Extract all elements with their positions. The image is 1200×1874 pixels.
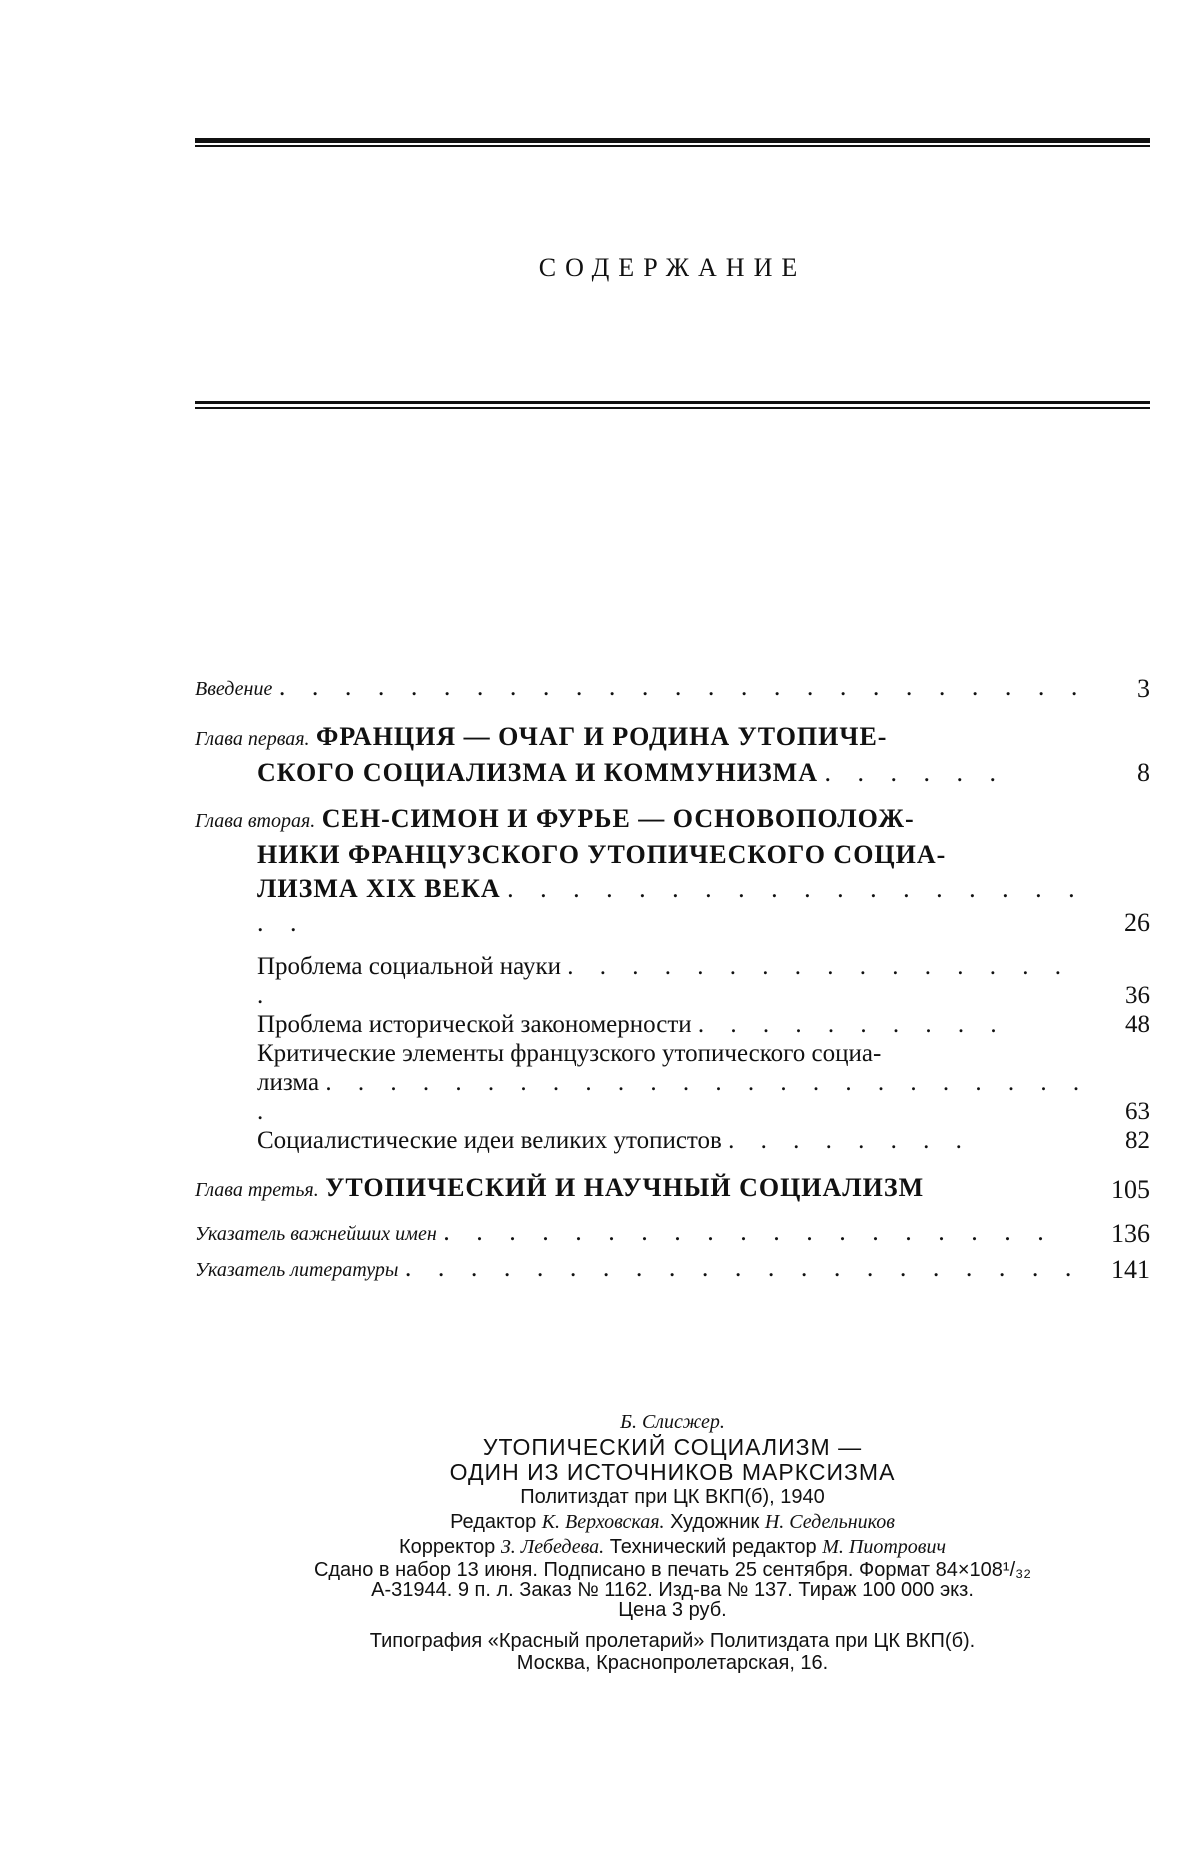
dot-leader: . . . . . . . . . . . . . . . . . . . . . . . . . — [257, 1069, 1090, 1125]
chapter-3-page: 105 — [1111, 1175, 1150, 1204]
dot-leader: . . . . . . . . . . . . . . . . . . . . . — [404, 1253, 1082, 1282]
toc-subentry-4 — [195, 1126, 1150, 1155]
artist-label: Художник — [670, 1511, 760, 1533]
artist-name: Н. Седельников — [764, 1511, 895, 1533]
chapter-2-lead: Глава вторая. — [195, 810, 316, 832]
subentry-4-label: Социалистические идеи великих утопистов — [257, 1127, 722, 1154]
dot-leader: . . . . . . . . — [728, 1127, 972, 1154]
subentry-3-page: 63 — [1125, 1098, 1150, 1125]
dot-leader: . . . . . . . . . . . . . . . . . . . . . . . . . — [278, 672, 1088, 701]
subentry-3-line1: Критические элементы французского утопического социа- — [257, 1040, 882, 1067]
editor-name: К. Верховская. — [541, 1511, 665, 1533]
chapter-1-lead: Глава первая. — [195, 728, 310, 750]
chapter-3-lead: Глава третья. — [195, 1179, 319, 1201]
dot-leader: . . . . . . . . . . . . . . . . . . . . — [257, 874, 1085, 937]
toc-subentry-3 — [195, 1039, 1150, 1126]
table-of-contents — [195, 670, 1150, 1287]
chapter-1-page: 8 — [1137, 758, 1150, 787]
toc-subentry-1 — [195, 952, 1150, 1010]
toc-intro-label: Введение — [195, 678, 273, 700]
imprint-corrector-line — [195, 1535, 1150, 1560]
dot-leader: . . . . . . . . . . . . . . . . . — [257, 953, 1072, 1009]
imprint-address: Москва, Краснопролетарская, 16. — [516, 1652, 829, 1674]
chapter-2-title-line3: ЛИЗМА XIX ВЕКА — [257, 874, 501, 903]
index-names-page: 136 — [1111, 1219, 1150, 1248]
corrector-label: Корректор — [398, 1536, 496, 1558]
top-rule — [195, 138, 1150, 147]
toc-entry-chapter-1 — [195, 720, 1150, 790]
subentry-4-page: 82 — [1125, 1127, 1150, 1154]
subentry-1-page: 36 — [1125, 982, 1150, 1009]
imprint-editor-line — [195, 1510, 1150, 1535]
toc-subentry-2 — [195, 1010, 1150, 1039]
chapter-3-title: УТОПИЧЕСКИЙ И НАУЧНЫЙ СОЦИАЛИЗМ — [325, 1173, 925, 1202]
index-literature-page: 141 — [1111, 1255, 1150, 1284]
toc-entry-chapter-3 — [195, 1171, 1150, 1207]
toc-entry-index-names — [195, 1215, 1150, 1251]
chapter-2-title-line1: СЕН-СИМОН И ФУРЬЕ — ОСНОВОПОЛОЖ- — [321, 804, 915, 833]
index-literature-label: Указатель литературы — [195, 1259, 399, 1281]
index-names-label: Указатель важнейших имен — [195, 1223, 437, 1245]
toc-intro-page: 3 — [1137, 674, 1150, 703]
imprint-title-line2: ОДИН ИЗ ИСТОЧНИКОВ МАРКСИЗМА — [449, 1459, 896, 1485]
page-title: СОДЕРЖАНИЕ — [538, 253, 807, 282]
imprint-author: Б. Слисжер. — [620, 1411, 725, 1433]
imprint-publisher: Политиздат при ЦК ВКП(б), 1940 — [520, 1486, 825, 1508]
tech-editor-name: М. Пиотрович — [822, 1536, 946, 1558]
dot-leader: . . . . . . — [824, 758, 1006, 787]
subentry-2-page: 48 — [1125, 1011, 1150, 1038]
imprint-price: Цена 3 руб. — [618, 1599, 727, 1621]
toc-entry-chapter-2 — [195, 802, 1150, 940]
toc-entry-intro — [195, 670, 1150, 706]
imprint — [195, 1410, 1150, 1674]
subentry-3-line2: лизма — [257, 1069, 320, 1096]
subentry-1-label: Проблема социальной науки — [257, 953, 562, 980]
corrector-name: З. Лебедева. — [500, 1536, 605, 1558]
imprint-print-line2: А-31944. 9 п. л. Заказ № 1162. Изд-ва № 137. Тираж 100 000 экз. — [371, 1579, 974, 1601]
imprint-print-line1: Сдано в набор 13 июня. Подписано в печать 25 сентября. Формат 84×108¹/₃₂ — [313, 1559, 1032, 1581]
chapter-1-title-line2: СКОГО СОЦИАЛИЗМА И КОММУНИЗМА — [257, 758, 818, 787]
dot-leader: . . . . . . . . . . . . . . . . . . . — [443, 1217, 1054, 1246]
chapter-2-page: 26 — [1124, 908, 1150, 937]
toc-entry-index-literature — [195, 1251, 1150, 1287]
imprint-title-line1: УТОПИЧЕСКИЙ СОЦИАЛИЗМ — — [482, 1434, 863, 1460]
chapter-1-title-line1: ФРАНЦИЯ — ОЧАГ И РОДИНА УТОПИЧЕ- — [316, 722, 888, 751]
tech-editor-label: Технический редактор — [609, 1536, 817, 1558]
subentry-2-label: Проблема исторической закономерности — [257, 1011, 692, 1038]
dot-leader: . . . . . . . . . . — [697, 1011, 1007, 1038]
imprint-typography: Типография «Красный пролетарий» Политиздата при ЦК ВКП(б). — [369, 1630, 976, 1652]
editor-label: Редактор — [450, 1511, 537, 1533]
chapter-2-title-line2: НИКИ ФРАНЦУЗСКОГО УТОПИЧЕСКОГО СОЦИА- — [257, 840, 947, 869]
middle-rule — [195, 401, 1150, 409]
